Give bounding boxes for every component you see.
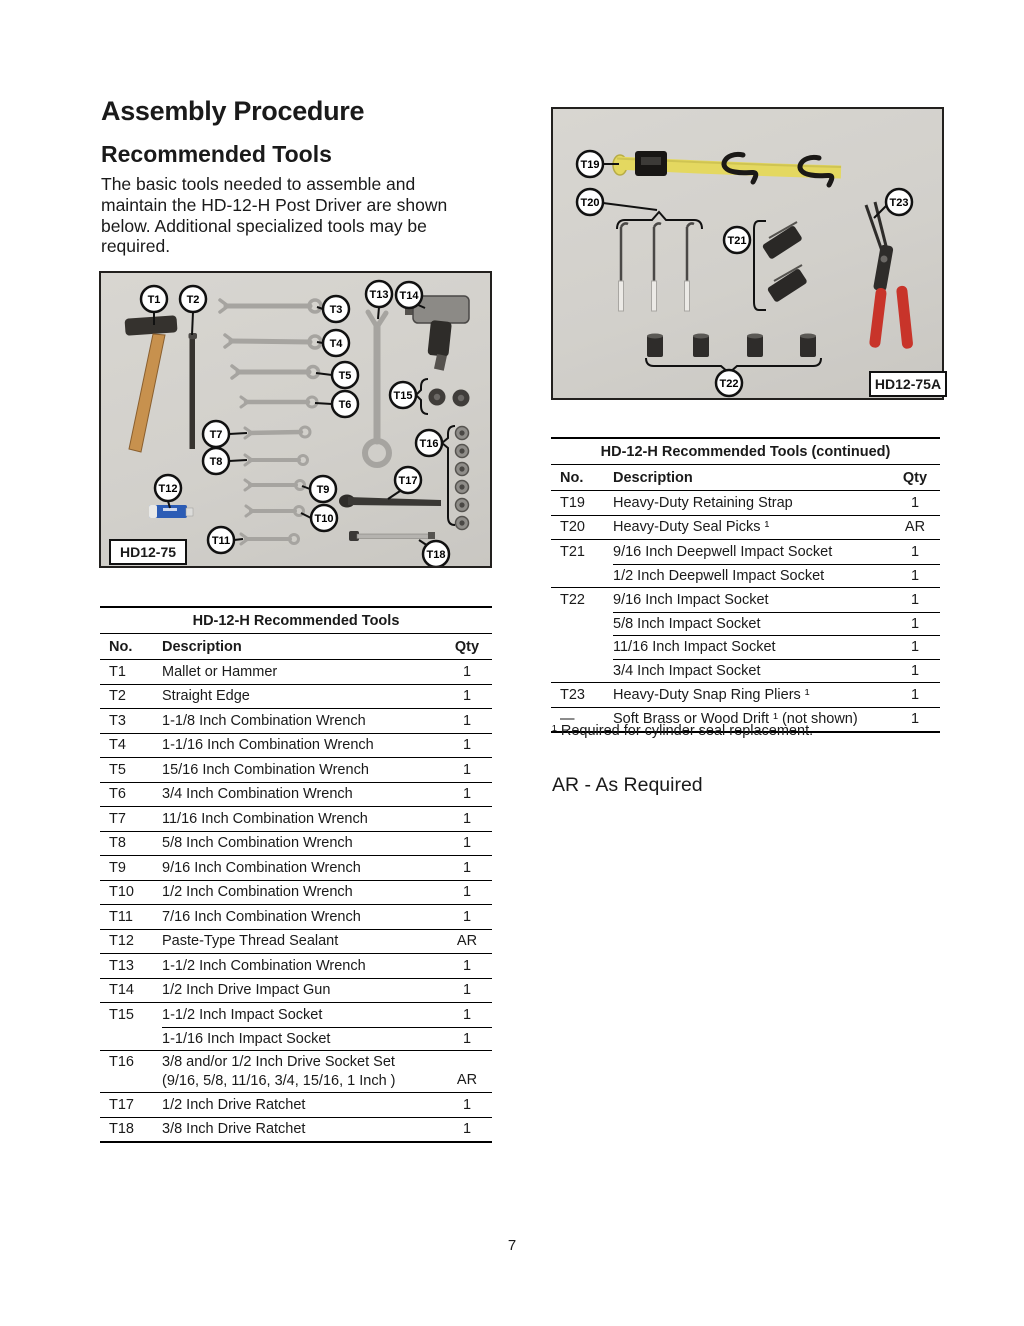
svg-text:T6: T6 [338, 399, 352, 411]
ar-as-required-note: AR - As Required [552, 774, 703, 796]
header-qty: Qty [454, 638, 480, 655]
cell-desc: 11/16 Inch Combination Wrench [162, 810, 368, 827]
figure-hd12-75 [99, 271, 492, 568]
cell-no: T7 [109, 810, 126, 827]
svg-text:T18: T18 [426, 549, 446, 561]
cell-desc: Heavy-Duty Snap Ring Pliers ¹ [613, 686, 810, 703]
cell-desc: Heavy-Duty Retaining Strap [613, 494, 793, 511]
cell-qty: 1 [910, 591, 920, 608]
cell-qty: 1 [910, 543, 920, 560]
cell-no: T16 [109, 1054, 134, 1070]
cell-no [100, 1027, 162, 1051]
table-row [100, 831, 492, 856]
cell-desc [162, 1051, 442, 1092]
cell-no: T10 [109, 884, 134, 901]
cell-no: T18 [109, 1121, 134, 1138]
cell-no [551, 635, 613, 659]
callout-t4 [323, 330, 349, 356]
cell-qty: 1 [890, 612, 940, 636]
table-row [551, 682, 940, 707]
cell-qty: 1 [462, 1006, 472, 1023]
callout-t2 [180, 286, 206, 312]
cell-qty: 1 [890, 564, 940, 588]
cell-qty: 1 [442, 1027, 492, 1051]
header-no: No. [560, 469, 584, 486]
impact-sockets-pair-illustration [416, 379, 470, 414]
cell-no [551, 659, 613, 683]
table-title: HD-12-H Recommended Tools [100, 608, 492, 634]
table-row [551, 515, 940, 540]
cell-no: T3 [109, 712, 126, 729]
table-row [100, 1050, 492, 1092]
cell-desc: Mallet or Hammer [162, 663, 278, 680]
section-subtitle: Recommended Tools [101, 141, 332, 167]
table-row [100, 733, 492, 758]
callout-t9 [310, 476, 336, 502]
thread-sealant-illustration [149, 505, 193, 518]
cell-no: T4 [109, 737, 126, 754]
cell-desc: 1-1/2 Inch Impact Socket [162, 1006, 323, 1023]
figure-hd12-75a [551, 107, 944, 400]
tools-illustration-main [101, 273, 490, 566]
cell-qty: 1 [462, 957, 472, 974]
table-header-row [551, 465, 940, 490]
impact-sockets-row-illustration [646, 334, 821, 374]
table-row [551, 539, 940, 564]
table-row [100, 904, 492, 929]
callout-t13 [366, 281, 392, 307]
cell-no: T2 [109, 688, 126, 705]
table-row [100, 806, 492, 831]
svg-text:T2: T2 [186, 294, 200, 306]
ratchet-illustration [339, 495, 441, 508]
cell-no: T12 [109, 933, 134, 950]
callout-t18 [423, 541, 449, 566]
cell-desc: 3/4 Inch Combination Wrench [162, 786, 353, 803]
svg-text:T23: T23 [889, 197, 909, 209]
table-footnote: ¹ Required for cylinder seal replacement. [552, 723, 814, 739]
svg-text:T7: T7 [209, 429, 223, 441]
svg-text:T13: T13 [369, 289, 389, 301]
cell-desc: 1/2 Inch Drive Ratchet [162, 1096, 306, 1113]
cell-qty: 1 [462, 908, 472, 925]
callout-t22 [716, 370, 742, 396]
cell-desc: 11/16 Inch Impact Socket [613, 635, 890, 659]
cell-desc: 5/8 Inch Combination Wrench [162, 835, 353, 852]
cell-qty: 1 [462, 688, 472, 705]
svg-text:T8: T8 [209, 456, 223, 468]
cell-desc: 3/8 Inch Drive Ratchet [162, 1121, 306, 1138]
svg-text:T20: T20 [580, 197, 600, 209]
retaining-strap-illustration [613, 151, 841, 185]
cell-no [551, 564, 613, 588]
cell-qty: 1 [462, 663, 472, 680]
callout-t11 [208, 527, 234, 553]
cell-no: T1 [109, 663, 126, 680]
cell-no: T20 [560, 519, 585, 536]
cell-desc: 1/2 Inch Drive Impact Gun [162, 982, 331, 999]
recommended-tools-continued-table [551, 437, 940, 733]
cell-no: T15 [109, 1006, 134, 1023]
header-description: Description [162, 638, 242, 655]
cell-desc: 9/16 Inch Deepwell Impact Socket [613, 543, 833, 560]
page-number: 7 [507, 1237, 517, 1254]
table-row [100, 1117, 492, 1142]
callout-t16 [416, 430, 442, 456]
wrench-illustrations [220, 300, 389, 544]
cell-qty: 1 [462, 859, 472, 876]
callout-t3 [323, 296, 349, 322]
cell-qty: 1 [462, 737, 472, 754]
cell-qty: 1 [462, 786, 472, 803]
svg-text:T4: T4 [329, 338, 343, 350]
mallet-illustration [125, 315, 178, 452]
cell-qty: 1 [462, 712, 472, 729]
svg-text:T3: T3 [329, 304, 343, 316]
cell-desc: 1/2 Inch Deepwell Impact Socket [613, 564, 890, 588]
large-wrench-illustration [365, 312, 389, 465]
table-row [100, 880, 492, 905]
cell-no: T23 [560, 686, 585, 703]
svg-text:T22: T22 [719, 378, 739, 390]
table-row [100, 929, 492, 954]
callout-t5 [332, 362, 358, 388]
table-row-continuation [100, 1027, 492, 1051]
cell-qty: 1 [462, 835, 472, 852]
cell-no: T11 [109, 908, 133, 925]
callout-t10 [311, 505, 337, 531]
cell-desc: Paste-Type Thread Sealant [162, 933, 339, 950]
callouts-main [141, 281, 449, 566]
table-row [551, 587, 940, 612]
callout-t19 [577, 151, 603, 177]
snap-ring-pliers-illustration [866, 202, 913, 349]
svg-text:T14: T14 [399, 290, 419, 302]
table-row-continuation [551, 659, 940, 683]
svg-text:T16: T16 [419, 438, 439, 450]
svg-text:T10: T10 [314, 513, 334, 525]
cell-qty: 1 [890, 659, 940, 683]
header-no: No. [109, 638, 133, 655]
cell-qty: 1 [462, 810, 472, 827]
cell-desc: Soft Brass or Wood Drift ¹ (not shown) [613, 711, 858, 728]
cell-qty: 1 [462, 1121, 472, 1138]
table-header-row [100, 634, 492, 659]
svg-text:T5: T5 [338, 370, 352, 382]
cell-no [551, 612, 613, 636]
callout-t6 [332, 391, 358, 417]
table-row [100, 953, 492, 978]
cell-qty: AR [904, 519, 926, 536]
cell-qty: AR [456, 933, 478, 950]
table-row [100, 708, 492, 733]
desc-line-1: 3/8 and/or 1/2 Inch Drive Socket Set [162, 1053, 395, 1070]
cell-no: T17 [109, 1096, 134, 1113]
table-row [551, 490, 940, 515]
svg-text:T12: T12 [158, 483, 178, 495]
small-ratchet-illustration [349, 531, 435, 541]
table-row [100, 1092, 492, 1117]
cell-qty: 1 [462, 1096, 472, 1113]
cell-no: T19 [560, 494, 585, 511]
figure-id-label: HD12-75 [109, 539, 187, 565]
cell-desc: 7/16 Inch Combination Wrench [162, 908, 361, 925]
cell-desc: 9/16 Inch Combination Wrench [162, 859, 361, 876]
cell-qty: 1 [462, 982, 472, 999]
svg-text:T21: T21 [727, 235, 747, 247]
cell-desc: 15/16 Inch Combination Wrench [162, 761, 369, 778]
cell-desc: 1/2 Inch Combination Wrench [162, 884, 353, 901]
svg-text:T19: T19 [580, 159, 600, 171]
callout-t12 [155, 475, 181, 501]
cell-no: T6 [109, 786, 126, 803]
svg-text:T9: T9 [316, 484, 330, 496]
table-row [100, 1002, 492, 1027]
cell-no: T22 [560, 591, 585, 608]
seal-picks-illustration [617, 212, 702, 311]
cell-desc: 1-1/16 Inch Impact Socket [162, 1027, 442, 1051]
svg-text:T15: T15 [393, 390, 413, 402]
table-row-continuation [551, 612, 940, 636]
svg-text:T11: T11 [211, 535, 231, 547]
cell-desc: 1-1/16 Inch Combination Wrench [162, 737, 374, 754]
cell-desc: Straight Edge [162, 688, 250, 705]
cell-qty: 1 [462, 761, 472, 778]
intro-paragraph: The basic tools needed to assemble and maintain the HD-12-H Post Driver are shown below. Additional specialized tools may be required. [101, 174, 448, 257]
cell-qty: 1 [910, 711, 920, 728]
cell-desc: 1-1/8 Inch Combination Wrench [162, 712, 366, 729]
table-row-continuation [551, 564, 940, 588]
header-description: Description [613, 469, 693, 486]
cell-no: T21 [560, 543, 585, 560]
recommended-tools-table [100, 606, 492, 1143]
table-row [100, 782, 492, 807]
cell-no: — [560, 711, 575, 728]
callout-t15 [390, 382, 416, 408]
cell-no: T14 [109, 982, 134, 999]
callout-t20 [577, 189, 603, 215]
cell-qty: AR [456, 1072, 478, 1088]
callout-t1 [141, 286, 167, 312]
table-row [100, 659, 492, 684]
callout-t17 [395, 467, 421, 493]
table-title: HD-12-H Recommended Tools (continued) [551, 439, 940, 465]
header-qty: Qty [902, 469, 928, 486]
cell-qty: 1 [890, 635, 940, 659]
cell-no: T13 [109, 957, 134, 974]
cell-qty: 1 [910, 686, 920, 703]
cell-qty: 1 [462, 884, 472, 901]
callout-t21 [724, 227, 750, 253]
cell-desc: 5/8 Inch Impact Socket [613, 612, 890, 636]
cell-desc: 9/16 Inch Impact Socket [613, 591, 769, 608]
svg-text:T17: T17 [398, 475, 418, 487]
cell-qty: 1 [910, 494, 920, 511]
svg-text:T1: T1 [147, 294, 161, 306]
cell-no: T5 [109, 761, 126, 778]
callout-t23 [886, 189, 912, 215]
cell-desc: 3/4 Inch Impact Socket [613, 659, 890, 683]
callout-t7 [203, 421, 229, 447]
cell-no: T9 [109, 859, 126, 876]
cell-no: T8 [109, 835, 126, 852]
tools-illustration-continued [553, 109, 942, 398]
page-title: Assembly Procedure [101, 96, 365, 126]
figure-id-label: HD12-75A [869, 371, 947, 397]
table-row [100, 757, 492, 782]
table-row [100, 978, 492, 1003]
callout-t14 [396, 282, 422, 308]
cell-desc: Heavy-Duty Seal Picks ¹ [613, 519, 770, 536]
straight-edge-illustration [189, 333, 198, 449]
table-row [100, 684, 492, 709]
callout-t8 [203, 448, 229, 474]
callouts-continued [577, 151, 912, 396]
table-row [100, 855, 492, 880]
desc-line-2: (9/16, 5/8, 11/16, 3/4, 15/16, 1 Inch ) [162, 1072, 396, 1089]
deepwell-sockets-illustration [754, 221, 808, 310]
table-row-continuation [551, 635, 940, 659]
socket-set-illustration [442, 426, 469, 530]
cell-desc: 1-1/2 Inch Combination Wrench [162, 957, 366, 974]
